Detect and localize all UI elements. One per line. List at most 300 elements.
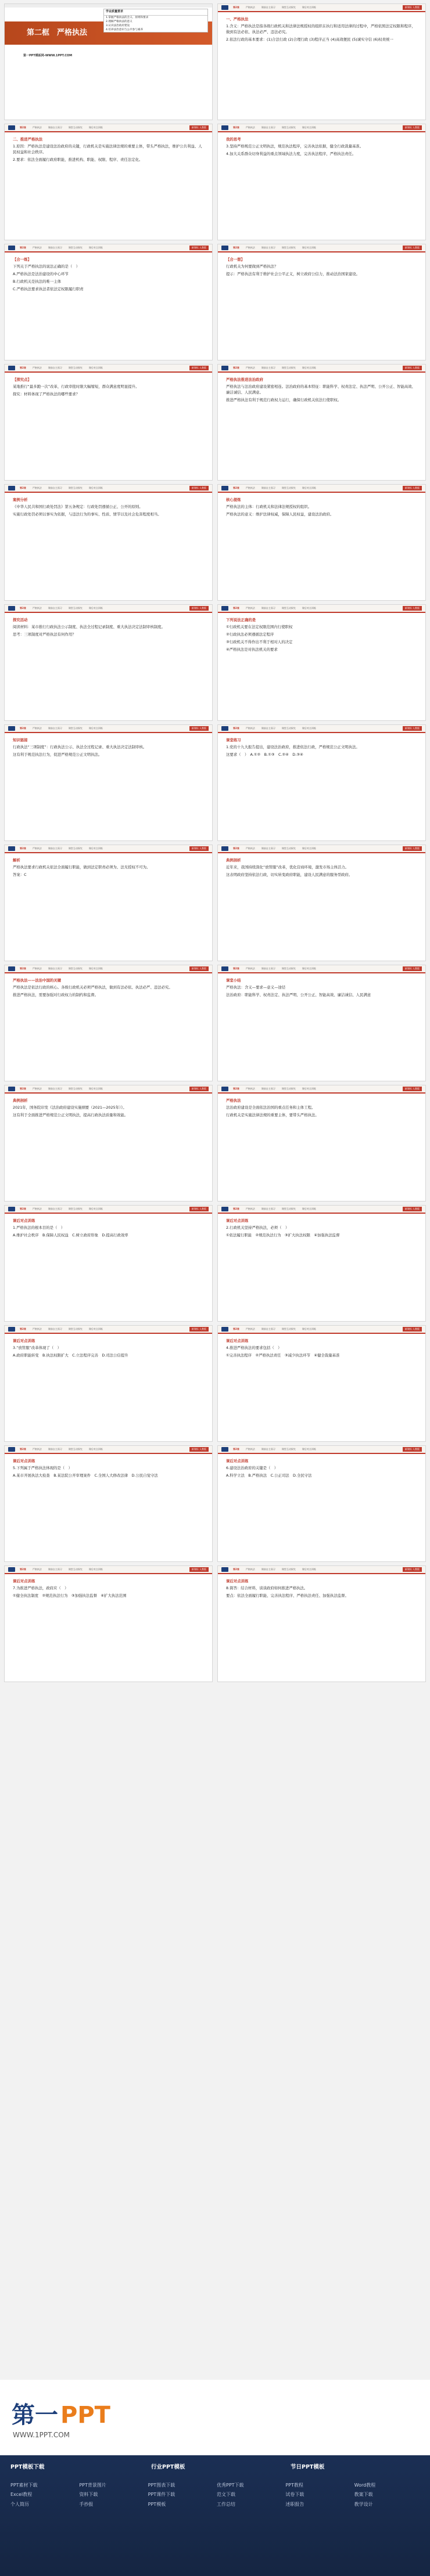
paragraph: A.科学立法 B.严格执法 C.公正司法 D.全民守法 — [226, 1473, 312, 1478]
tab-preview[interactable]: 课前自主预习 — [261, 966, 275, 970]
tab-lesson[interactable]: 第2课 — [233, 966, 239, 970]
tab-practice[interactable]: 课后对点训练 — [302, 246, 316, 249]
section-heading: 严格执法 — [226, 1098, 241, 1103]
slide-header — [5, 124, 212, 132]
slide-header — [218, 1085, 425, 1094]
slide-body — [226, 497, 417, 596]
footer-link[interactable]: Excel教程 — [10, 2492, 33, 2498]
tab-topic[interactable]: 严格执法 — [245, 246, 255, 249]
paragraph: 2.要求：依法全面履行政府职能，推进机构、职能、权限、程序、责任法定化。 — [13, 157, 143, 162]
paragraph: 这表明政府坚持依法行政，切实转变政府职能，建设人民满意的服务型政府。 — [226, 872, 353, 877]
edition-badge: 新课标 人教版 — [189, 246, 209, 250]
slide-body — [226, 17, 417, 115]
tab-explore[interactable]: 课堂互动探究 — [281, 486, 296, 489]
tab-topic[interactable]: 严格执法 — [245, 1207, 255, 1210]
tab-preview[interactable]: 课前自主预习 — [48, 1327, 62, 1330]
slide — [4, 965, 213, 1081]
tab-practice[interactable]: 课后对点训练 — [88, 246, 103, 249]
tab-lesson[interactable]: 第2课 — [233, 5, 239, 9]
slide — [4, 1085, 213, 1202]
tab-practice[interactable]: 课后对点训练 — [302, 1447, 316, 1451]
tab-topic[interactable]: 严格执法 — [32, 125, 42, 129]
slide — [217, 965, 426, 1081]
tab-preview[interactable]: 课前自主预习 — [48, 966, 62, 970]
tab-explore[interactable]: 课堂互动探究 — [68, 726, 83, 730]
footer-link[interactable]: 资料下载 — [79, 2492, 98, 2498]
paragraph: 1.含义：严格执法是指各级行政机关和法律法规授权的组织在执行和适用法律的过程中，严格依照法定权限和程序，做到有法必依、执法必严、违法必究。 — [226, 23, 415, 34]
tab-practice[interactable]: 课后对点训练 — [302, 726, 316, 730]
section-heading: 课后对点训练 — [226, 1459, 249, 1463]
slide-header — [218, 365, 425, 373]
tab-preview[interactable]: 课前自主预习 — [261, 726, 275, 730]
footer-link[interactable]: PPT教程 — [285, 2483, 303, 2488]
tab-topic[interactable]: 严格执法 — [32, 846, 42, 850]
tab-lesson[interactable]: 第2课 — [233, 606, 239, 609]
tab-lesson[interactable]: 第2课 — [20, 606, 26, 609]
tab-explore[interactable]: 课堂互动探究 — [68, 1327, 83, 1330]
cover-top-bar — [5, 4, 212, 8]
tab-preview[interactable]: 课前自主预习 — [261, 846, 275, 850]
slide — [4, 1325, 213, 1442]
slide-body — [226, 137, 417, 235]
slide-body — [13, 1338, 204, 1437]
brand-logo — [8, 1567, 15, 1572]
section-heading: 课后对点训练 — [13, 1459, 35, 1463]
tab-explore[interactable]: 课堂互动探究 — [68, 846, 83, 850]
edition-badge: 新课标 人教版 — [189, 1447, 209, 1452]
slide-body — [226, 1579, 417, 1677]
tab-preview[interactable]: 课前自主预习 — [261, 5, 275, 9]
edition-badge: 新课标 人教版 — [403, 1207, 422, 1211]
edition-badge: 新课标 人教版 — [403, 1447, 422, 1452]
section-heading: 严格执法推进法治政府 — [226, 377, 263, 382]
tab-explore[interactable]: 课堂互动探究 — [68, 966, 83, 970]
tab-practice[interactable]: 课后对点训练 — [88, 1207, 103, 1210]
tab-explore[interactable]: 课堂互动探究 — [68, 1447, 83, 1451]
footer-link[interactable]: PPT课件下载 — [148, 2492, 175, 2498]
slide-body — [226, 618, 417, 716]
tab-preview[interactable]: 课前自主预习 — [48, 726, 62, 730]
paragraph: A.某市开展执法大检查 B.某法院公开审理案件 C.全国人大修改法律 D.公民自觉守法 — [13, 1473, 158, 1478]
edition-badge: 新课标 人教版 — [403, 966, 422, 971]
slide — [217, 364, 426, 481]
footer-link[interactable]: 教案下载 — [354, 2492, 373, 2498]
tab-preview[interactable]: 课前自主预习 — [48, 1207, 62, 1210]
footer-banner — [0, 2380, 430, 2576]
tab-topic[interactable]: 严格执法 — [245, 1087, 255, 1090]
tab-practice[interactable]: 课后对点训练 — [302, 125, 316, 129]
edition-badge: 新课标 人教版 — [403, 1087, 422, 1091]
tab-explore[interactable]: 课堂互动探究 — [281, 366, 296, 369]
paragraph: 法治政府建设是全面依法治国的重点任务和主体工程。 — [226, 1105, 316, 1110]
footer-logo[interactable] — [12, 2397, 110, 2433]
tab-lesson[interactable]: 第2课 — [20, 1087, 26, 1090]
tab-explore[interactable]: 课堂互动探究 — [68, 1567, 83, 1571]
tab-explore[interactable]: 课堂互动探究 — [68, 1087, 83, 1090]
tab-explore[interactable]: 课堂互动探究 — [281, 606, 296, 609]
tab-lesson[interactable]: 第2课 — [20, 246, 26, 249]
paragraph: ②行政执法必须遵循法定程序 — [226, 632, 274, 637]
tab-explore[interactable]: 课堂互动探究 — [281, 726, 296, 730]
brand-logo — [221, 846, 228, 851]
footer-link[interactable]: 试卷下载 — [285, 2492, 304, 2498]
tab-preview[interactable]: 课前自主预习 — [48, 486, 62, 489]
footer-link[interactable]: PPT素材下载 — [10, 2483, 38, 2488]
brand-logo — [8, 486, 15, 490]
footer-link[interactable]: Word教程 — [354, 2483, 376, 2488]
brand-logo — [221, 366, 228, 370]
tab-practice[interactable]: 课后对点训练 — [88, 1447, 103, 1451]
slide-body — [13, 257, 204, 355]
slide — [217, 1205, 426, 1322]
tab-explore[interactable]: 课堂互动探究 — [68, 246, 83, 249]
tab-topic[interactable]: 严格执法 — [32, 246, 42, 249]
tab-topic[interactable]: 严格执法 — [245, 125, 255, 129]
tab-preview[interactable]: 课前自主预习 — [48, 1087, 62, 1090]
brand-logo — [221, 726, 228, 731]
tab-lesson[interactable]: 第2课 — [233, 1567, 239, 1571]
tab-topic[interactable]: 严格执法 — [32, 1207, 42, 1210]
tab-practice[interactable]: 课后对点训练 — [88, 1087, 103, 1090]
footer-link[interactable]: 教学设计 — [354, 2501, 373, 2507]
paragraph: 探究：材料体现了严格执法的哪些要求？ — [13, 391, 80, 396]
slide-body — [226, 1218, 417, 1316]
paragraph: 严格执法：含义—要求—意义—途径 — [226, 984, 286, 990]
tab-lesson[interactable]: 第2课 — [20, 486, 26, 489]
tab-topic[interactable]: 严格执法 — [245, 606, 255, 609]
tab-practice[interactable]: 课后对点训练 — [302, 606, 316, 609]
paragraph: 《中华人民共和国行政处罚法》第五条规定：行政处罚遵循公正、公开的原则。 — [13, 504, 143, 509]
tab-practice[interactable]: 课后对点训练 — [88, 366, 103, 369]
tab-topic[interactable]: 严格执法 — [32, 1567, 42, 1571]
section-heading: 下列说法正确的是 — [226, 618, 256, 622]
tab-explore[interactable]: 课堂互动探究 — [281, 1207, 296, 1210]
footer-col-title[interactable]: 节日PPT模板 — [291, 2464, 325, 2470]
footer-col-title[interactable]: PPT模板下载 — [10, 2464, 45, 2470]
slide-header — [218, 725, 425, 733]
paragraph: 某地推行“最多跑一次”改革，行政审批时限大幅缩短，群众满意度明显提升。 — [13, 384, 139, 389]
tab-explore[interactable]: 课堂互动探究 — [281, 1087, 296, 1090]
tab-preview[interactable]: 课前自主预习 — [48, 1447, 62, 1451]
tab-preview[interactable]: 课前自主预习 — [261, 125, 275, 129]
edition-badge: 新课标 人教版 — [403, 366, 422, 370]
slide-header — [218, 244, 425, 252]
slide-header — [5, 1326, 212, 1334]
tab-preview[interactable]: 课前自主预习 — [48, 366, 62, 369]
slide — [217, 124, 426, 240]
brand-logo — [8, 1447, 15, 1452]
tab-preview[interactable]: 课前自主预习 — [48, 846, 62, 850]
tab-practice[interactable]: 课后对点训练 — [88, 846, 103, 850]
edition-badge: 新课标 人教版 — [189, 1087, 209, 1091]
slide-header — [218, 605, 425, 613]
paragraph: ④严格执法是对执法机关的要求 — [226, 647, 278, 652]
section-heading: 【合一想】 — [226, 257, 245, 262]
footer-link[interactable]: PPT背景图片 — [79, 2483, 106, 2488]
paragraph: 实施行政处罚必须以事实为依据，与违法行为的事实、性质、情节以及社会危害程度相当。 — [13, 511, 162, 517]
tab-practice[interactable]: 课后对点训练 — [302, 366, 316, 369]
tab-explore[interactable]: 课堂互动探究 — [68, 366, 83, 369]
footer-link[interactable]: 个人简历 — [10, 2501, 29, 2507]
tab-explore[interactable]: 课堂互动探究 — [281, 1447, 296, 1451]
tab-explore[interactable]: 课堂互动探究 — [68, 125, 83, 129]
slide-header — [218, 845, 425, 853]
tab-practice[interactable]: 课后对点训练 — [88, 1567, 103, 1571]
tab-topic[interactable]: 严格执法 — [245, 5, 255, 9]
section-heading: 课堂练习 — [226, 738, 241, 742]
tab-preview[interactable]: 课前自主预习 — [261, 1087, 275, 1090]
edition-badge: 新课标 人教版 — [403, 606, 422, 611]
paragraph: 这有利于规范执法行为，促进严格规范公正文明执法。 — [13, 752, 102, 757]
tab-topic[interactable]: 严格执法 — [245, 726, 255, 730]
tab-practice[interactable]: 课后对点训练 — [88, 606, 103, 609]
tab-explore[interactable]: 课堂互动探究 — [68, 1207, 83, 1210]
tab-lesson[interactable]: 第2课 — [20, 1327, 26, 1330]
tab-lesson[interactable]: 第2课 — [20, 1207, 26, 1210]
paragraph: 5.下列属于严格执法体现的是（ ） — [13, 1465, 72, 1470]
slide-header — [5, 1085, 212, 1094]
slide-header — [5, 725, 212, 733]
section-heading: 课后对点训练 — [226, 1218, 249, 1223]
tab-preview[interactable]: 课前自主预习 — [261, 366, 275, 369]
footer-col-2 — [151, 2463, 185, 2474]
tab-topic[interactable]: 严格执法 — [32, 1447, 42, 1451]
footer-link[interactable]: 手抄报 — [79, 2501, 94, 2507]
tab-topic[interactable]: 严格执法 — [32, 966, 42, 970]
tab-practice[interactable]: 课后对点训练 — [302, 1327, 316, 1330]
learning-goal-item: 3.认识法治政府建设 — [106, 24, 130, 27]
tab-preview[interactable]: 课前自主预习 — [261, 1447, 275, 1451]
slide — [217, 484, 426, 601]
slide-body — [13, 1218, 204, 1316]
tab-preview[interactable]: 课前自主预习 — [261, 1327, 275, 1330]
edition-badge: 新课标 人教版 — [189, 606, 209, 611]
learning-goal-item: 1.掌握严格执法的含义、原则和要求 — [106, 16, 149, 19]
tab-topic[interactable]: 严格执法 — [245, 966, 255, 970]
tab-lesson[interactable]: 第2课 — [233, 1087, 239, 1090]
learning-goal-item: 4.培养法治意识与公共参与素养 — [106, 28, 144, 32]
tab-preview[interactable]: 课前自主预习 — [48, 125, 62, 129]
slide-header — [218, 124, 425, 132]
paragraph: 3.“放管服”改革体现了（ ） — [13, 1345, 62, 1350]
tab-topic[interactable]: 严格执法 — [245, 846, 255, 850]
tab-practice[interactable]: 课后对点训练 — [88, 1327, 103, 1330]
slide — [217, 1565, 426, 1682]
tab-explore[interactable]: 课堂互动探究 — [281, 246, 296, 249]
slide — [217, 1445, 426, 1562]
tab-lesson[interactable]: 第2课 — [233, 366, 239, 369]
edition-badge: 新课标 人教版 — [189, 1567, 209, 1572]
tab-topic[interactable]: 严格执法 — [32, 486, 42, 489]
slide — [4, 124, 213, 240]
tab-topic[interactable]: 严格执法 — [245, 1447, 255, 1451]
tab-explore[interactable]: 课堂互动探究 — [68, 606, 83, 609]
tab-explore[interactable]: 课堂互动探究 — [281, 125, 296, 129]
footer-link[interactable]: PPT模板 — [148, 2501, 166, 2507]
footer-link[interactable]: 工作总结 — [217, 2501, 235, 2507]
brand-logo — [221, 125, 228, 130]
paragraph: 下列关于严格执法的说法正确的是（ ） — [13, 264, 80, 269]
tab-practice[interactable]: 课后对点训练 — [88, 966, 103, 970]
slide — [4, 484, 213, 601]
brand-logo — [221, 1447, 228, 1452]
footer-link[interactable]: 优秀PPT下载 — [217, 2483, 244, 2488]
tab-lesson[interactable]: 第2课 — [20, 966, 26, 970]
paragraph: A.政府职能转变 B.执法权限扩大 C.立法程序完善 D.司法公信提升 — [13, 1352, 128, 1358]
section-heading: 课后对点训练 — [226, 1338, 249, 1343]
tab-preview[interactable]: 课前自主预习 — [48, 606, 62, 609]
slide-body — [226, 377, 417, 475]
slide — [217, 1325, 426, 1442]
slide-header — [5, 244, 212, 252]
edition-badge: 新课标 人教版 — [189, 366, 209, 370]
section-heading: 课堂小结 — [226, 978, 241, 983]
tab-practice[interactable]: 课后对点训练 — [302, 1207, 316, 1210]
tab-lesson[interactable]: 第2课 — [233, 246, 239, 249]
paragraph: 阅读材料：某市推行行政执法公示制度、执法全过程记录制度、重大执法决定法制审核制度。 — [13, 624, 166, 629]
tab-explore[interactable]: 课堂互动探究 — [281, 966, 296, 970]
slide-header — [5, 1206, 212, 1214]
tab-practice[interactable]: 课后对点训练 — [302, 486, 316, 489]
footer-col-1 — [10, 2463, 44, 2474]
paragraph: ①依法履行职能 ②规范执法行为 ③扩大执法权限 ④加强执法监督 — [226, 1232, 340, 1238]
section-heading: 我的思考 — [226, 137, 241, 142]
brand-logo — [8, 846, 15, 851]
slide — [217, 244, 426, 360]
learning-goals-title: 学业质量要求 — [104, 9, 207, 16]
paragraph: 4.加大关系群众切身利益的重点领域执法力度，完善执法程序，严格执法责任。 — [226, 151, 356, 156]
slide — [217, 1085, 426, 1202]
paragraph: 这有利于全面推进严格规范公正文明执法，提高行政执法质量和效能。 — [13, 1112, 128, 1117]
tab-preview[interactable]: 课前自主预习 — [261, 1207, 275, 1210]
tab-practice[interactable]: 课后对点训练 — [302, 1567, 316, 1571]
tab-preview[interactable]: 课前自主预习 — [48, 246, 62, 249]
paragraph: A.严格执法是法治建设的中心环节 — [13, 271, 69, 276]
tab-preview[interactable]: 课前自主预习 — [48, 1567, 62, 1571]
tab-lesson[interactable]: 第2课 — [233, 1327, 239, 1330]
tab-practice[interactable]: 课后对点训练 — [88, 486, 103, 489]
tab-topic[interactable]: 严格执法 — [245, 1567, 255, 1571]
tab-explore[interactable]: 课堂互动探究 — [281, 5, 296, 9]
tab-topic[interactable]: 严格执法 — [32, 1087, 42, 1090]
tab-lesson[interactable]: 第2课 — [20, 1447, 26, 1451]
tab-lesson[interactable]: 第2课 — [20, 1567, 26, 1571]
learning-goal-item: 2.理解严格执法的意义 — [106, 20, 132, 23]
slide-header — [218, 965, 425, 973]
tab-practice[interactable]: 课后对点训练 — [302, 966, 316, 970]
footer-col-title[interactable]: 行业PPT模板 — [151, 2464, 185, 2470]
tab-lesson[interactable]: 第2课 — [20, 366, 26, 369]
tab-explore[interactable]: 课堂互动探究 — [68, 486, 83, 489]
slide-body — [13, 1579, 204, 1677]
tab-practice[interactable]: 课后对点训练 — [88, 125, 103, 129]
paragraph: 推进严格执法，需要加强对行政权力的制约和监督。 — [13, 992, 98, 997]
tab-preview[interactable]: 课前自主预习 — [261, 606, 275, 609]
footer-link[interactable]: 范文下载 — [217, 2492, 235, 2498]
paragraph: 近年来，我国持续深化“放管服”改革，优化营商环境，激发市场主体活力。 — [226, 864, 349, 870]
tab-practice[interactable]: 课后对点训练 — [302, 5, 316, 9]
footer-link[interactable]: PPT图表下载 — [148, 2483, 175, 2488]
tab-topic[interactable]: 严格执法 — [32, 366, 42, 369]
tab-preview[interactable]: 课前自主预习 — [261, 1567, 275, 1571]
tab-lesson[interactable]: 第2课 — [20, 726, 26, 730]
edition-badge: 新课标 人教版 — [403, 1567, 422, 1572]
footer-link[interactable]: 述职报告 — [285, 2501, 304, 2507]
paragraph: 推进严格执法有利于规范行政权力运行，确保行政机关依法行使职权。 — [226, 397, 342, 402]
slide-header — [5, 365, 212, 373]
section-heading: 课后对点训练 — [226, 1579, 249, 1583]
tab-explore[interactable]: 课堂互动探究 — [281, 1327, 296, 1330]
tab-topic[interactable]: 严格执法 — [245, 486, 255, 489]
tab-topic[interactable]: 严格执法 — [32, 726, 42, 730]
brand-logo — [8, 125, 15, 130]
section-heading: 核心提炼 — [226, 497, 241, 502]
footer-col-3 — [291, 2463, 324, 2474]
tab-lesson[interactable]: 第2课 — [233, 1207, 239, 1210]
section-heading: 二、推进严格执法 — [13, 137, 43, 142]
section-heading: 解析 — [13, 858, 20, 863]
tab-topic[interactable]: 严格执法 — [245, 1327, 255, 1330]
slide-body — [13, 978, 204, 1076]
paragraph: 严格执法要求行政机关依法全面履行职能，做到法定职责必须为、法无授权不可为。 — [13, 864, 150, 870]
slide-body — [13, 738, 204, 836]
paragraph: ①完善执法程序 ②严格执法责任 ③减少执法环节 ④健全裁量基准 — [226, 1352, 340, 1358]
paragraph: 1.党的十九大报告提出，建设法治政府，推进依法行政，严格规范公正文明执法。 — [226, 744, 360, 749]
tab-explore[interactable]: 课堂互动探究 — [281, 846, 296, 850]
paragraph: 1.严格执法的根本目的是（ ） — [13, 1225, 65, 1230]
paragraph: 行政机关是实施法律法规的重要主体，要带头严格执法。 — [226, 1112, 319, 1117]
tab-topic[interactable]: 严格执法 — [245, 366, 255, 369]
tab-explore[interactable]: 课堂互动探究 — [281, 1567, 296, 1571]
tab-practice[interactable]: 课后对点训练 — [302, 846, 316, 850]
tab-practice[interactable]: 课后对点训练 — [88, 726, 103, 730]
paragraph: 思考：三项制度对严格执法有何作用？ — [13, 632, 76, 637]
brand-logo — [221, 5, 228, 10]
learning-goals — [103, 9, 208, 33]
tab-preview[interactable]: 课前自主预习 — [261, 486, 275, 489]
tab-lesson[interactable]: 第2课 — [20, 125, 26, 129]
slide — [217, 724, 426, 841]
tab-preview[interactable]: 课前自主预习 — [261, 246, 275, 249]
slide-header — [218, 1206, 425, 1214]
edition-badge: 新课标 人教版 — [403, 1327, 422, 1332]
brand-logo — [221, 966, 228, 971]
edition-badge: 新课标 人教版 — [403, 125, 422, 130]
tab-practice[interactable]: 课后对点训练 — [302, 1087, 316, 1090]
slide-header — [5, 845, 212, 853]
tab-lesson[interactable]: 第2课 — [233, 1447, 239, 1451]
slide-body — [13, 497, 204, 596]
paragraph: ③行政机关不得作出不利于相对人的决定 — [226, 639, 293, 644]
footer-site[interactable]: WWW.1PPT.COM — [13, 2431, 70, 2439]
tab-topic[interactable]: 严格执法 — [32, 606, 42, 609]
section-heading: 典例剖析 — [226, 858, 241, 863]
brand-logo — [221, 1567, 228, 1572]
paragraph: 严格执法是依法行政的核心。各级行政机关必须严格执法，做到有法必依、执法必严、违法必究。 — [13, 984, 173, 990]
tab-lesson[interactable]: 第2课 — [233, 846, 239, 850]
section-heading: 严格执法——法治中国的关键 — [13, 978, 62, 983]
edition-badge: 新课标 人教版 — [403, 486, 422, 490]
paragraph: A.维护社会秩序 B.保障人民权益 C.树立政府形象 D.提高行政效率 — [13, 1232, 128, 1238]
paragraph: 3.坚持严格规范公正文明执法，规范执法程序，完善执法依据，健全行政裁量基准。 — [226, 143, 364, 149]
paragraph: 7.为推进严格执法，政府应（ ） — [13, 1585, 69, 1590]
tab-lesson[interactable]: 第2课 — [20, 846, 26, 850]
tab-lesson[interactable]: 第2课 — [233, 726, 239, 730]
tab-lesson[interactable]: 第2课 — [233, 486, 239, 489]
tab-lesson[interactable]: 第2课 — [233, 125, 239, 129]
tab-topic[interactable]: 严格执法 — [32, 1327, 42, 1330]
slide — [4, 604, 213, 721]
